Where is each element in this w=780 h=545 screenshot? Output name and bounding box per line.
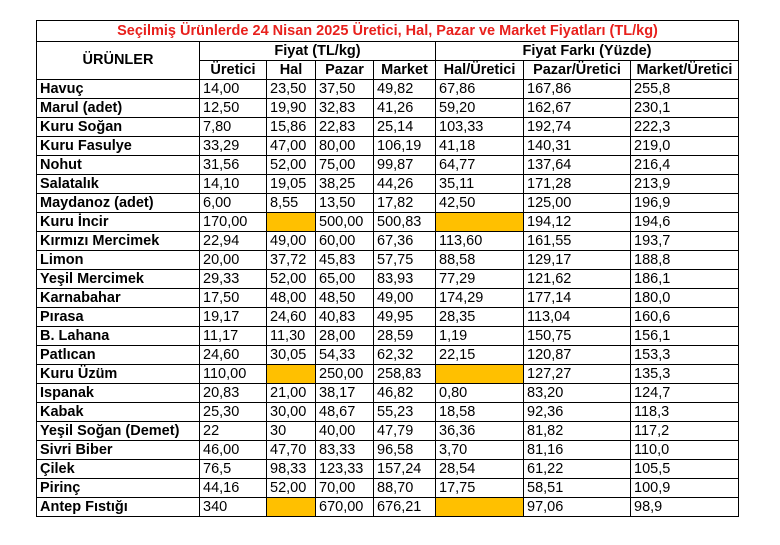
header-col-pazar: Pazar: [316, 61, 374, 80]
value-cell: 170,00: [200, 213, 267, 232]
product-name-cell: Marul (adet): [37, 99, 200, 118]
value-cell: 40,83: [316, 308, 374, 327]
value-cell: 118,3: [631, 403, 739, 422]
value-cell: 216,4: [631, 156, 739, 175]
value-cell: 98,33: [267, 460, 316, 479]
value-cell: 67,86: [436, 80, 524, 99]
value-cell: 61,22: [524, 460, 631, 479]
value-cell: 255,8: [631, 80, 739, 99]
product-name-cell: Antep Fıstığı: [37, 498, 200, 517]
value-cell: 174,29: [436, 289, 524, 308]
value-cell: 19,05: [267, 175, 316, 194]
value-cell: 670,00: [316, 498, 374, 517]
value-cell: 161,55: [524, 232, 631, 251]
value-cell: 676,21: [374, 498, 436, 517]
value-cell: 110,0: [631, 441, 739, 460]
value-cell: 58,51: [524, 479, 631, 498]
value-cell: 59,20: [436, 99, 524, 118]
value-cell: 52,00: [267, 479, 316, 498]
value-cell: 24,60: [200, 346, 267, 365]
value-cell: 156,1: [631, 327, 739, 346]
product-name-cell: Maydanoz (adet): [37, 194, 200, 213]
value-cell: 177,14: [524, 289, 631, 308]
value-cell: 48,67: [316, 403, 374, 422]
product-name-cell: Salatalık: [37, 175, 200, 194]
product-name-cell: Ispanak: [37, 384, 200, 403]
value-cell: 3,70: [436, 441, 524, 460]
value-cell: 140,31: [524, 137, 631, 156]
value-cell: 23,50: [267, 80, 316, 99]
value-cell: 80,00: [316, 137, 374, 156]
product-name-cell: Limon: [37, 251, 200, 270]
table-row: [37, 289, 739, 308]
value-cell: 49,95: [374, 308, 436, 327]
value-cell: 88,58: [436, 251, 524, 270]
value-cell: 110,00: [200, 365, 267, 384]
value-cell: 46,00: [200, 441, 267, 460]
value-cell: 21,00: [267, 384, 316, 403]
value-cell: 42,50: [436, 194, 524, 213]
value-cell: 36,36: [436, 422, 524, 441]
value-cell: 60,00: [316, 232, 374, 251]
value-cell: 92,36: [524, 403, 631, 422]
value-cell: 15,86: [267, 118, 316, 137]
product-name-cell: Kırmızı Mercimek: [37, 232, 200, 251]
value-cell: 14,10: [200, 175, 267, 194]
value-cell: 38,25: [316, 175, 374, 194]
missing-value-cell: [436, 213, 524, 232]
table-body: [37, 80, 739, 517]
table-row: [37, 232, 739, 251]
value-cell: 97,06: [524, 498, 631, 517]
value-cell: 41,26: [374, 99, 436, 118]
value-cell: 70,00: [316, 479, 374, 498]
product-name-cell: Patlıcan: [37, 346, 200, 365]
value-cell: 0,80: [436, 384, 524, 403]
value-cell: 83,93: [374, 270, 436, 289]
value-cell: 11,30: [267, 327, 316, 346]
value-cell: 77,29: [436, 270, 524, 289]
value-cell: 37,72: [267, 251, 316, 270]
value-cell: 47,79: [374, 422, 436, 441]
value-cell: 18,58: [436, 403, 524, 422]
price-table: [36, 20, 739, 517]
table-row: [37, 137, 739, 156]
value-cell: 81,16: [524, 441, 631, 460]
value-cell: 125,00: [524, 194, 631, 213]
value-cell: 180,0: [631, 289, 739, 308]
value-cell: 83,20: [524, 384, 631, 403]
header-diff-group: Fiyat Farkı (Yüzde): [436, 42, 739, 61]
table-row: [37, 80, 739, 99]
value-cell: 8,55: [267, 194, 316, 213]
value-cell: 22: [200, 422, 267, 441]
table-row: [37, 270, 739, 289]
product-name-cell: Yeşil Soğan (Demet): [37, 422, 200, 441]
value-cell: 22,94: [200, 232, 267, 251]
value-cell: 22,83: [316, 118, 374, 137]
value-cell: 20,00: [200, 251, 267, 270]
value-cell: 13,50: [316, 194, 374, 213]
value-cell: 500,00: [316, 213, 374, 232]
value-cell: 49,00: [374, 289, 436, 308]
value-cell: 20,83: [200, 384, 267, 403]
value-cell: 17,82: [374, 194, 436, 213]
value-cell: 160,6: [631, 308, 739, 327]
table-row: [37, 365, 739, 384]
value-cell: 167,86: [524, 80, 631, 99]
table-row: [37, 251, 739, 270]
value-cell: 135,3: [631, 365, 739, 384]
value-cell: 38,17: [316, 384, 374, 403]
value-cell: 6,00: [200, 194, 267, 213]
value-cell: 194,6: [631, 213, 739, 232]
value-cell: 28,35: [436, 308, 524, 327]
table-row: [37, 498, 739, 517]
product-name-cell: Kuru İncir: [37, 213, 200, 232]
value-cell: 230,1: [631, 99, 739, 118]
value-cell: 219,0: [631, 137, 739, 156]
value-cell: 24,60: [267, 308, 316, 327]
value-cell: 171,28: [524, 175, 631, 194]
value-cell: 117,2: [631, 422, 739, 441]
header-col-uretici: Üretici: [200, 61, 267, 80]
value-cell: 19,90: [267, 99, 316, 118]
value-cell: 222,3: [631, 118, 739, 137]
table-row: [37, 441, 739, 460]
product-name-cell: Pirinç: [37, 479, 200, 498]
value-cell: 46,82: [374, 384, 436, 403]
table-row: [37, 479, 739, 498]
value-cell: 49,00: [267, 232, 316, 251]
missing-value-cell: [267, 498, 316, 517]
value-cell: 57,75: [374, 251, 436, 270]
value-cell: 75,00: [316, 156, 374, 175]
value-cell: 52,00: [267, 270, 316, 289]
price-table-sheet: [36, 20, 738, 517]
product-name-cell: Kuru Soğan: [37, 118, 200, 137]
value-cell: 103,33: [436, 118, 524, 137]
table-row: [37, 422, 739, 441]
value-cell: 7,80: [200, 118, 267, 137]
value-cell: 64,77: [436, 156, 524, 175]
table-row: [37, 384, 739, 403]
value-cell: 54,33: [316, 346, 374, 365]
value-cell: 33,29: [200, 137, 267, 156]
value-cell: 41,18: [436, 137, 524, 156]
value-cell: 123,33: [316, 460, 374, 479]
value-cell: 81,82: [524, 422, 631, 441]
value-cell: 28,59: [374, 327, 436, 346]
missing-value-cell: [267, 365, 316, 384]
table-row: [37, 156, 739, 175]
missing-value-cell: [436, 365, 524, 384]
value-cell: 44,16: [200, 479, 267, 498]
header-col-hal-uretici: Hal/Üretici: [436, 61, 524, 80]
value-cell: 47,00: [267, 137, 316, 156]
missing-value-cell: [267, 213, 316, 232]
value-cell: 96,58: [374, 441, 436, 460]
product-name-cell: Nohut: [37, 156, 200, 175]
value-cell: 150,75: [524, 327, 631, 346]
value-cell: 28,00: [316, 327, 374, 346]
value-cell: 340: [200, 498, 267, 517]
table-row: [37, 194, 739, 213]
value-cell: 88,70: [374, 479, 436, 498]
header-col-market: Market: [374, 61, 436, 80]
product-name-cell: Sivri Biber: [37, 441, 200, 460]
value-cell: 22,15: [436, 346, 524, 365]
value-cell: 129,17: [524, 251, 631, 270]
value-cell: 250,00: [316, 365, 374, 384]
value-cell: 99,87: [374, 156, 436, 175]
table-title: Seçilmiş Ürünlerde 24 Nisan 2025 Üretici, Hal, Pazar ve Market Fiyatları (TL/kg): [37, 21, 739, 42]
header-price-group: Fiyat (TL/kg): [200, 42, 436, 61]
value-cell: 113,04: [524, 308, 631, 327]
product-name-cell: Yeşil Mercimek: [37, 270, 200, 289]
value-cell: 25,30: [200, 403, 267, 422]
value-cell: 100,9: [631, 479, 739, 498]
value-cell: 113,60: [436, 232, 524, 251]
header-products: ÜRÜNLER: [37, 42, 200, 80]
product-name-cell: Havuç: [37, 80, 200, 99]
header-col-market-uretici: Market/Üretici: [631, 61, 739, 80]
table-row: [37, 346, 739, 365]
value-cell: 192,74: [524, 118, 631, 137]
value-cell: 55,23: [374, 403, 436, 422]
value-cell: 40,00: [316, 422, 374, 441]
value-cell: 44,26: [374, 175, 436, 194]
value-cell: 17,50: [200, 289, 267, 308]
value-cell: 37,50: [316, 80, 374, 99]
value-cell: 65,00: [316, 270, 374, 289]
value-cell: 49,82: [374, 80, 436, 99]
value-cell: 106,19: [374, 137, 436, 156]
header-col-hal: Hal: [267, 61, 316, 80]
value-cell: 121,62: [524, 270, 631, 289]
value-cell: 17,75: [436, 479, 524, 498]
value-cell: 157,24: [374, 460, 436, 479]
value-cell: 67,36: [374, 232, 436, 251]
table-row: [37, 118, 739, 137]
product-name-cell: B. Lahana: [37, 327, 200, 346]
value-cell: 45,83: [316, 251, 374, 270]
value-cell: 11,17: [200, 327, 267, 346]
value-cell: 35,11: [436, 175, 524, 194]
value-cell: 83,33: [316, 441, 374, 460]
value-cell: 186,1: [631, 270, 739, 289]
value-cell: 194,12: [524, 213, 631, 232]
product-name-cell: Çilek: [37, 460, 200, 479]
value-cell: 29,33: [200, 270, 267, 289]
value-cell: 30: [267, 422, 316, 441]
value-cell: 127,27: [524, 365, 631, 384]
product-name-cell: Kuru Üzüm: [37, 365, 200, 384]
value-cell: 30,00: [267, 403, 316, 422]
value-cell: 1,19: [436, 327, 524, 346]
value-cell: 19,17: [200, 308, 267, 327]
header-col-pazar-uretici: Pazar/Üretici: [524, 61, 631, 80]
table-row: [37, 327, 739, 346]
value-cell: 500,83: [374, 213, 436, 232]
value-cell: 137,64: [524, 156, 631, 175]
table-row: [37, 213, 739, 232]
value-cell: 196,9: [631, 194, 739, 213]
value-cell: 120,87: [524, 346, 631, 365]
value-cell: 213,9: [631, 175, 739, 194]
table-row: [37, 403, 739, 422]
value-cell: 30,05: [267, 346, 316, 365]
value-cell: 25,14: [374, 118, 436, 137]
product-name-cell: Karnabahar: [37, 289, 200, 308]
value-cell: 48,50: [316, 289, 374, 308]
table-row: [37, 99, 739, 118]
value-cell: 153,3: [631, 346, 739, 365]
value-cell: 258,83: [374, 365, 436, 384]
product-name-cell: Kuru Fasulye: [37, 137, 200, 156]
value-cell: 28,54: [436, 460, 524, 479]
value-cell: 62,32: [374, 346, 436, 365]
value-cell: 76,5: [200, 460, 267, 479]
value-cell: 193,7: [631, 232, 739, 251]
value-cell: 188,8: [631, 251, 739, 270]
value-cell: 31,56: [200, 156, 267, 175]
value-cell: 98,9: [631, 498, 739, 517]
value-cell: 14,00: [200, 80, 267, 99]
product-name-cell: Kabak: [37, 403, 200, 422]
product-name-cell: Pırasa: [37, 308, 200, 327]
value-cell: 162,67: [524, 99, 631, 118]
table-row: [37, 308, 739, 327]
table-row: [37, 175, 739, 194]
table-row: [37, 460, 739, 479]
value-cell: 48,00: [267, 289, 316, 308]
missing-value-cell: [436, 498, 524, 517]
value-cell: 12,50: [200, 99, 267, 118]
value-cell: 105,5: [631, 460, 739, 479]
value-cell: 124,7: [631, 384, 739, 403]
value-cell: 52,00: [267, 156, 316, 175]
value-cell: 47,70: [267, 441, 316, 460]
value-cell: 32,83: [316, 99, 374, 118]
